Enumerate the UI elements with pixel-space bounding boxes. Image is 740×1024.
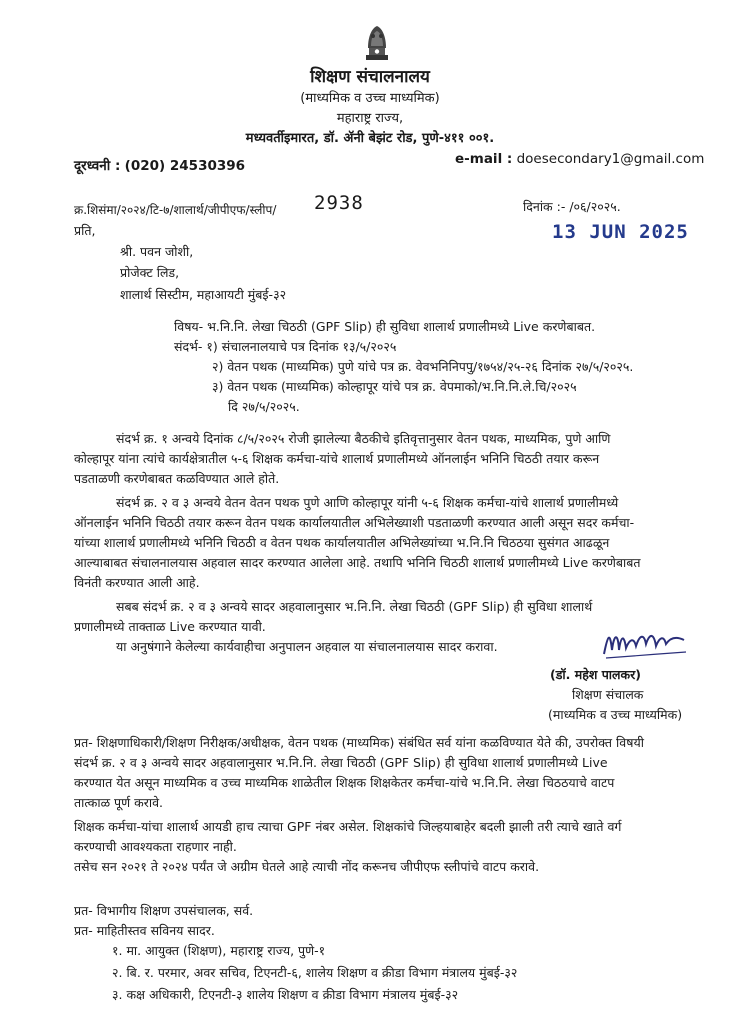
recipient-line2: प्रोजेक्ट लिड, — [120, 265, 180, 280]
email-line — [455, 151, 704, 167]
para2-line3: यांच्या शालार्थ प्रणालीमध्ये भनिनि चिठठी व वेतन पथक कार्यालयातील अभिलेख्यांच्या भ.नि.नि चिठठया सुसंगत आढळून — [74, 535, 610, 550]
copy1-line5: शिक्षक कर्मचा-यांचा शालार्थ आयडी हाच त्याचा GPF नंबर असेल. शिक्षकांचे जिल्हयाबाहेर बदली झाली तरी त्याचे खाते वर्ग — [74, 819, 622, 834]
copy1-line1: प्रत- शिक्षणाधिकारी/शिक्षण निरीक्षक/अधीक्षक, वेतन पथक (माध्यमिक) संबंधित सर्व यांना कळविण्यात येते की, उपरोक्त विषयी — [74, 735, 644, 750]
para1-line3: पडताळणी करणेबाबत कळविण्यात आले होते. — [74, 471, 280, 486]
copy2-item-3: ३. कक्ष अधिकारी, टिएनटी-३ शालेय शिक्षण व क्रीडा विभाग मंत्रालय मुंबई-३२ — [112, 987, 459, 1002]
para4: या अनुषंगाने केलेल्या कार्यवाहीचा अनुपालन अहवाल या संचालनालयास सादर करावा. — [116, 639, 498, 654]
para2-line4: आल्याबाबत संचालनालयास अहवाल सादर करण्यात आलेला आहे. तथापि भनिनि चिठठी शालार्थ प्रणालीमध्ये Live करणेबाबत — [74, 555, 641, 570]
copy1-line7: तसेच सन २०२१ ते २०२४ पर्यंत जे अग्रीम घेतले आहे त्याची नोंद करूनच जीपीएफ स्लीपांचे वाटप करावे. — [74, 859, 540, 874]
para3-line2: प्रणालीमध्ये ताक्ताळ Live करण्यात यावी. — [74, 619, 266, 634]
para2-line2: ऑनलाईन भनिनि चिठठी तयार करून वेतन पथक कार्यालयातील अभिलेख्याशी पडताळणी करण्यात आली असून सदर कर्मचा- — [74, 515, 635, 530]
office-title: शिक्षण संचालनालय — [310, 67, 430, 87]
subject-line: विषय- भ.नि.नि. लेखा चिठठी (GPF Slip) ही सुविधा शालार्थ प्रणालीमध्ये Live करणेबाबत. — [174, 319, 596, 334]
copy1-line4: तात्काळ पूर्ण करावे. — [74, 795, 164, 810]
office-subtitle: (माध्यमिक व उच्च माध्यमिक) — [300, 91, 440, 106]
reference-3b: दि २७/५/२०२५. — [228, 399, 300, 414]
email-label: e-mail : — [455, 151, 513, 167]
phone-number: (020) 24530396 — [124, 158, 246, 174]
email-address: doesecondary1@gmail.com — [516, 151, 705, 167]
copy2-item-2: २. बि. र. परमार, अवर सचिव, टिएनटी-६, शालेय शिक्षण व क्रीडा विभाग मंत्रालय मुंबई-३२ — [112, 965, 518, 980]
date-label: दिनांक :- /०६/२०२५. — [523, 199, 621, 214]
date-stamp: 13 JUN 2025 — [552, 221, 689, 243]
copy1-line2: संदर्भ क्र. २ व ३ अन्वये सादर अहवालानुसार भ.नि.नि. लेखा चिठठी (GPF Slip) ही सुविधा शालार्थ प्रणालीमध्ये Live — [74, 755, 608, 770]
copy1-line6: करण्याची आवश्यकता राहणार नाही. — [74, 839, 237, 854]
para2-line5: विनंती करण्यात आली आहे. — [74, 575, 200, 590]
copy2-line2: प्रत- माहितीस्तव सविनय सादर. — [74, 923, 215, 938]
reference-number: क्र.शिसंमा/२०२४/टि-७/शालार्थ/जीपीएफ/स्लीप/ — [74, 203, 277, 217]
copy2-line1: प्रत- विभागीय शिक्षण उपसंचालक, सर्व. — [74, 903, 254, 918]
recipient-line3: शालार्थ सिस्टीम, महाआयटी मुंबई-३२ — [120, 287, 287, 302]
reference-2: २) वेतन पथक (माध्यमिक) पुणे यांचे पत्र क्र. वेवभनिनिपपु/१७५४/२५-२६ दिनांक २७/५/२०२५. — [212, 359, 634, 374]
national-emblem-icon — [360, 22, 394, 62]
para1-line1: संदर्भ क्र. १ अन्वये दिनांक ८/५/२०२५ रोजी झालेल्या बैठकीचे इतिवृत्तानुसार वेतन पथक, माध्यमिक, पुणे आणि — [116, 431, 611, 446]
signatory-department: (माध्यमिक व उच्च माध्यमिक) — [548, 707, 683, 722]
copy2-item-1: १. मा. आयुक्त (शिक्षण), महाराष्ट्र राज्य, पुणे-१ — [112, 943, 326, 958]
office-address: मध्यवर्तीइमारत, डॉ. ॲनी बेझंट रोड, पुणे-४११ ००१. — [245, 131, 495, 146]
recipient-to: प्रति, — [74, 223, 96, 238]
office-state: महाराष्ट्र राज्य, — [336, 111, 404, 126]
phone-label: दूरध्वनी : — [74, 158, 121, 174]
handwritten-number: 2938 — [314, 192, 364, 214]
reference-3a: ३) वेतन पथक (माध्यमिक) कोल्हापूर यांचे पत्र क्र. वेपमाको/भ.नि.नि.ले.चि/२०२५ — [212, 379, 577, 394]
para2-line1: संदर्भ क्र. २ व ३ अन्वये वेतन वेतन पथक पुणे आणि कोल्हापूर यांनी ५-६ शिक्षक कर्मचा-यांचे शालार्थ प्रणालीमध्ये — [116, 495, 619, 510]
para1-line2: कोल्हापूर यांना त्यांचे कार्यक्षेत्रातील ५-६ शिक्षक कर्मचा-यांचे शालार्थ प्रणालीमध्ये ऑनलाईन भनिनि चिठठी तयार करून — [74, 451, 600, 466]
signature-scribble — [600, 624, 690, 662]
recipient-line1: श्री. पवन जोशी, — [120, 244, 194, 259]
copy1-line3: करण्यात येत असून माध्यमिक व उच्च माध्यमिक शाळेतील शिक्षक शिक्षकेतर कर्मचा-यांचे भ.नि.नि. लेखा चिठठयाचे वाटप — [74, 775, 615, 790]
reference-1: संदर्भ- १) संचालनालयाचे पत्र दिनांक १३/५/२०२५ — [174, 339, 397, 354]
phone-line — [74, 156, 245, 174]
signatory-designation: शिक्षण संचालक — [572, 687, 644, 702]
signatory-name: (डॉ. महेश पालकर) — [550, 667, 641, 682]
para3-line1: सबब संदर्भ क्र. २ व ३ अन्वये सादर अहवालानुसार भ.नि.नि. लेखा चिठठी (GPF Slip) ही सुविधा शालार्थ — [116, 599, 593, 614]
